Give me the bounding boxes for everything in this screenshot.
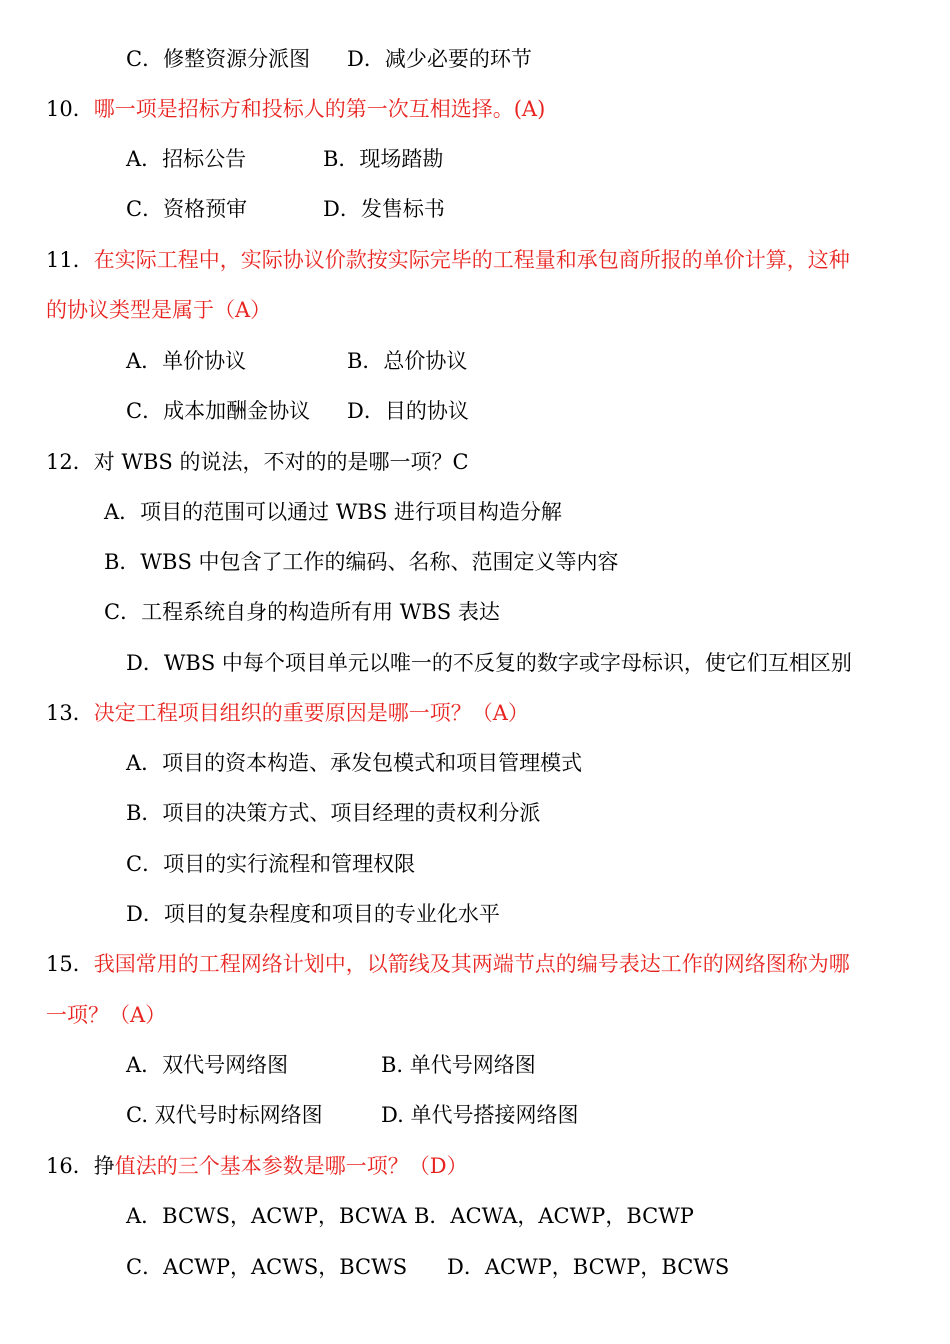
question-15: [46, 949, 850, 979]
question-number: 15．: [46, 952, 94, 976]
option-c: C．成本加酬金协议: [126, 399, 311, 423]
question-number: 10．: [46, 97, 94, 121]
option-b: B．ACWA，ACWP，BCWP: [414, 1204, 694, 1228]
option-d: D．减少必要的环节: [347, 47, 532, 71]
option-c: C．ACWP，ACWS，BCWS: [126, 1255, 408, 1279]
option-b: B．现场踏勘: [323, 147, 444, 171]
option-a: A．双代号网络图: [126, 1053, 289, 1077]
q11-options-cd: [126, 396, 469, 426]
question-number: 11．: [46, 248, 94, 272]
option-a: A．招标公告: [126, 147, 247, 171]
question-text-line1: 在实际工程中，实际协议价款按实际完毕的工程量和承包商所报的单价计算，这种: [93, 248, 850, 272]
question-text: 哪一项是招标方和投标人的第一次互相选择。(A): [93, 97, 546, 121]
option-b: B．总价协议: [347, 349, 468, 373]
q15-options-cd: [126, 1100, 579, 1130]
q13-option-d: D．项目的复杂程度和项目的专业化水平: [126, 902, 500, 926]
q12-option-b: B．WBS 中包含了工作的编码、名称、范围定义等内容: [104, 550, 619, 574]
option-d: D．ACWP，BCWP，BCWS: [447, 1255, 730, 1279]
q12-option-c: C．工程系统自身的构造所有用 WBS 表达: [104, 600, 500, 624]
q16-options-cd: [126, 1252, 730, 1282]
q12-option-d: D．WBS 中每个项目单元以唯一的不反复的数字或字母标识，使它们互相区别: [126, 651, 852, 675]
q10-options-ab: [126, 144, 444, 174]
option-b: B. 单代号网络图: [381, 1053, 536, 1077]
question-text-line1: 我国常用的工程网络计划中，以箭线及其两端节点的编号表达工作的网络图称为哪: [93, 952, 850, 976]
option-d: D．目的协议: [347, 399, 469, 423]
q15-options-ab: [126, 1050, 536, 1080]
q12-option-a: A．项目的范围可以通过 WBS 进行项目构造分解: [104, 500, 562, 524]
question-13: [46, 698, 529, 728]
question-number: 13．: [46, 701, 94, 725]
option-a: A．BCWS，ACWP，BCWA: [126, 1204, 407, 1228]
option-a: A．单价协议: [126, 349, 247, 373]
q13-option-c: C．项目的实行流程和管理权限: [126, 852, 416, 876]
q9-options-cd: [126, 44, 532, 74]
option-c: C．资格预审: [126, 197, 248, 221]
question-text-red: 值法的三个基本参数是哪一项？（D）: [114, 1154, 468, 1178]
option-d: D. 单代号搭接网络图: [381, 1103, 579, 1127]
question-12: [46, 447, 469, 477]
q16-options-ab: [126, 1201, 694, 1231]
q10-options-cd: [126, 194, 445, 224]
question-10: [46, 94, 545, 124]
q11-options-ab: [126, 346, 468, 376]
question-16: [46, 1151, 468, 1181]
question-15-line2: 一项？（A）: [46, 1003, 167, 1027]
question-text-black: 挣: [93, 1154, 115, 1178]
option-c: C. 双代号时标网络图: [126, 1103, 323, 1127]
q13-option-b: B．项目的决策方式、项目经理的责权利分派: [126, 801, 541, 825]
question-number: 16．: [46, 1154, 94, 1178]
question-text: 对 WBS 的说法，不对的的是哪一项？C: [93, 450, 469, 474]
question-11: [46, 245, 850, 275]
option-c: C．修整资源分派图: [126, 47, 311, 71]
question-11-line2: 的协议类型是属于（A）: [46, 298, 272, 322]
option-d: D．发售标书: [323, 197, 445, 221]
question-number: 12．: [46, 450, 94, 474]
q13-option-a: A．项目的资本构造、承发包模式和项目管理模式: [126, 751, 583, 775]
question-text: 决定工程项目组织的重要原因是哪一项？（A）: [93, 701, 529, 725]
